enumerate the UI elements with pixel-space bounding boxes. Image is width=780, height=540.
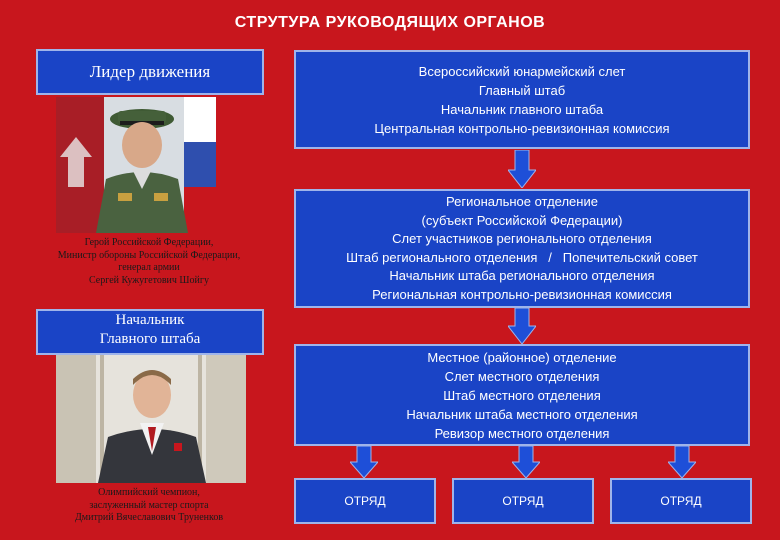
federal-level-box — [294, 50, 750, 149]
squad-box — [610, 478, 752, 524]
squad-label: ОТРЯД — [344, 494, 386, 508]
chief-caption-line: Олимпийский чемпион, — [98, 487, 200, 498]
leader-caption-line: Герой Российской Федерации, — [84, 237, 214, 248]
squad-label: ОТРЯД — [660, 494, 702, 508]
regional-level-line: (субъект Российской Федерации) — [421, 212, 623, 228]
squad-label: ОТРЯД — [502, 494, 544, 508]
leader-caption-line: генерал армии — [118, 262, 180, 273]
down-arrow-icon — [512, 446, 540, 478]
down-arrow-icon — [350, 446, 378, 478]
local-level-box — [294, 344, 750, 446]
leader-heading-box — [36, 49, 264, 95]
local-level-line: Начальник штаба местного отделения — [406, 406, 638, 422]
page-title: СТРУТУРА РУКОВОДЯЩИХ ОРГАНОВ — [234, 14, 546, 31]
local-level-line: Ревизор местного отделения — [434, 425, 610, 441]
regional-level-line: Начальник штаба регионального отделения — [389, 268, 655, 283]
chief-caption — [36, 487, 262, 525]
federal-level-line: Главный штаб — [478, 82, 566, 98]
leader-photo — [56, 97, 216, 233]
squad-box — [294, 478, 436, 524]
regional-level-line: Региональная контрольно-ревизионная комиссия — [372, 286, 672, 302]
leader-caption-line: Сергей Кужугетович Шойгу — [89, 274, 209, 286]
regional-level-line: Штаб регионального отделения / Попечительский совет — [346, 249, 698, 265]
regional-level-line: Слет участников регионального отделения — [392, 231, 652, 246]
down-arrow-icon — [508, 150, 536, 188]
down-arrow-icon — [668, 446, 696, 478]
squad-box — [452, 478, 594, 524]
regional-level-box — [294, 189, 750, 308]
regional-level-line: Региональное отделение — [446, 194, 598, 209]
leader-caption-line: Министр обороны Российской Федерации, — [57, 249, 241, 261]
chief-heading-line: Начальник — [115, 312, 185, 328]
local-level-line: Слет местного отделения — [444, 368, 600, 384]
leader-heading: Лидер движения — [89, 62, 211, 81]
federal-level-line: Центральная контрольно-ревизионная комиссия — [374, 120, 670, 136]
down-arrow-icon — [508, 308, 536, 344]
federal-level-line: Начальник главного штаба — [440, 101, 604, 117]
leader-caption — [36, 237, 262, 287]
local-level-line: Местное (районное) отделение — [427, 349, 617, 365]
chief-caption-line: заслуженный мастер спорта — [89, 499, 209, 511]
chief-caption-line: Дмитрий Вячеславович Труненков — [74, 512, 224, 523]
chief-photo — [56, 355, 246, 483]
local-level-line: Штаб местного отделения — [443, 387, 601, 403]
chief-heading-line: Главного штаба — [99, 331, 201, 347]
federal-level-line: Всероссийский юнармейский слет — [418, 63, 626, 79]
chief-heading-box — [36, 309, 264, 355]
